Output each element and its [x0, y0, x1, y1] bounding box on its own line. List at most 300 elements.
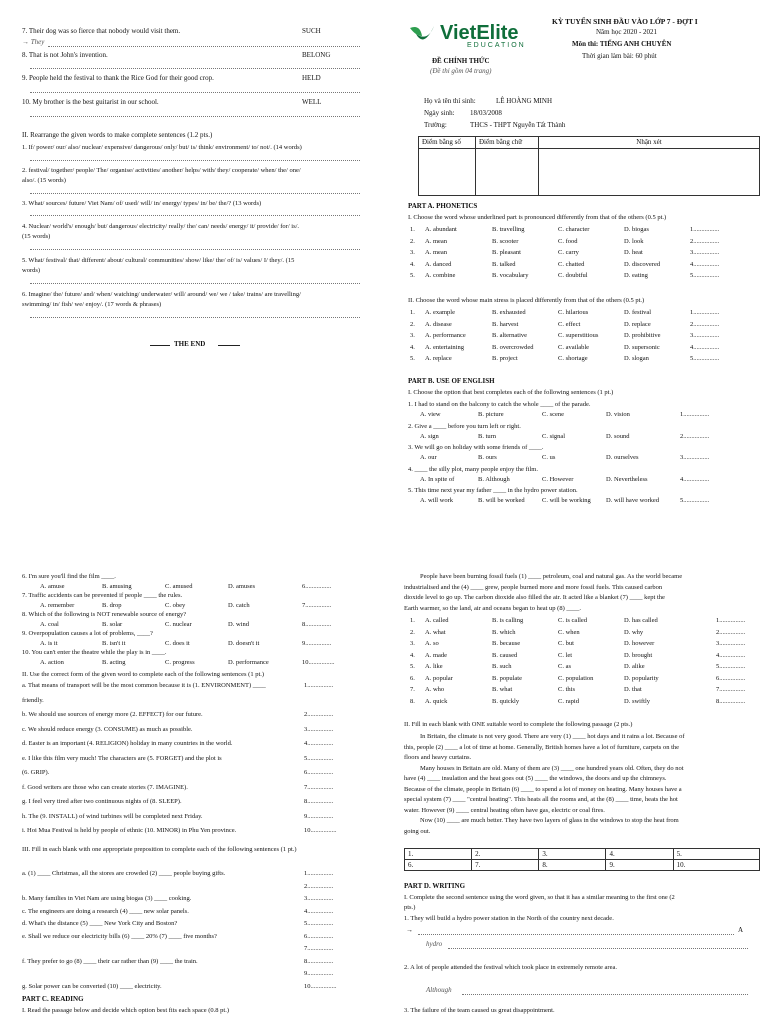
preposition-item-3: b. Many families in Viet Nam are using biogas (3) ____ cooking.	[22, 895, 192, 902]
cloze-row-5-col: D. alike	[624, 663, 645, 670]
fill-passage-line: In Britain, the climate is not very good. There are very (1) ____ hot days and it rains a lot. Because of	[420, 733, 685, 740]
official-label: ĐỀ CHÍNH THỨC	[432, 57, 490, 65]
exam-title: KỲ TUYỂN SINH ĐẦU VÀO LỚP 7 - ĐỢT I	[552, 17, 698, 26]
phonetics-1-row-2-col: B. scooter	[492, 237, 519, 245]
use-mcq-1-option: A. view	[420, 411, 441, 418]
use-mcq-4-option: A. In spite of	[420, 475, 455, 483]
cloze-row-5-answer: 5................	[716, 663, 746, 670]
remarks-cell[interactable]	[539, 149, 760, 196]
cloze-row-6-col: 6.	[410, 674, 415, 682]
writing-prompt-1: hydro	[426, 940, 443, 948]
exam-page-4	[0, 0, 384, 520]
phonetics-1-row-5-col: 5.	[410, 272, 415, 279]
phonetics-2-row-5-col: A. replace	[425, 355, 452, 362]
phonetics-1-row-3-col: A. mean	[425, 249, 448, 256]
use-mcq-1-option: B. picture	[478, 411, 504, 418]
phonetics-1-row-5-col: D. eating	[624, 272, 648, 279]
phonetics-1-row-2-col: D. look	[624, 237, 644, 245]
use-mcq-1: 6. I'm sure you'll find the film ____.	[22, 573, 116, 580]
preposition-item-10-answer: 10................	[304, 982, 337, 990]
use-i-title: I. Choose the option that best completes each of the following sentences (1 pt.)	[408, 389, 614, 396]
word-form-item-5-answer: 4................	[304, 740, 334, 747]
use-mcq-5-option: D. will have worked	[606, 497, 660, 504]
use-mcq-1-option: D. amuses	[228, 583, 256, 590]
cloze-row-7-col: D. that	[624, 686, 642, 693]
reading-passage-line: People have been burning fossil fuels (1) ____ petroleum, coal and natural gas. As the world became	[420, 573, 683, 580]
answer-line	[30, 193, 360, 194]
use-mcq-5: 10. You can't enter the theatre while the play is in ____.	[22, 649, 167, 656]
phonetics-1-row-1-col: B. travelling	[492, 226, 525, 233]
score-words-cell[interactable]	[476, 149, 539, 196]
cloze-row-6-col: B. populate	[492, 674, 522, 682]
cloze-row-2-col: C. when	[558, 628, 580, 636]
phonetics-1-row-4-col: B. talked	[492, 260, 516, 268]
phonetics-1-row-1-col: 1.	[410, 226, 415, 233]
school-year: Năm học 2020 - 2021	[596, 28, 658, 36]
fill-passage-line: special system (7) ____ "central heating". This heats all the rooms and, at the (8) ____ time, heats the hot	[404, 796, 678, 803]
use-mcq-4-option: B. isn't it	[102, 640, 126, 647]
rewrite-item-9: 9. People held the festival to thank the Rice God for their good crop.	[22, 74, 214, 82]
remarks-header: Nhận xét	[539, 137, 760, 149]
preposition-item-9-answer: 9................	[304, 970, 334, 977]
cloze-row-2-col: B. which	[492, 628, 516, 636]
use-mcq-3-option: A. coal	[40, 621, 59, 628]
use-mcq-3-option: D. wind	[228, 621, 249, 628]
given-word-10: WELL	[302, 98, 322, 106]
preposition-item-6: e. Shall we reduce our electricity bills (6) ____ 20% (7) ____ five months?	[22, 932, 217, 940]
word-form-item-1: a. That means of transport will be the most common because it is (1. ENVIRONMENT) ____	[22, 682, 266, 689]
preposition-item-4: c. The engineers are doing a research (4) ____ new solar panels.	[22, 907, 189, 915]
rewrite-prompt-7: → They	[22, 38, 45, 46]
use-mcq-3-answer: 3................	[680, 454, 710, 461]
answer-grid-cell[interactable]: 7.	[472, 860, 539, 871]
cloze-row-3-col: B. because	[492, 640, 521, 647]
preposition-title: III. Fill in each blank with one appropriate preposition to complete each of the following sentences (1 pt.)	[22, 846, 297, 853]
score-number-header: Điểm bằng số	[419, 137, 476, 149]
reading-passage-line: dioxide level to go up. The carbon dioxide also filled the air. It acted like a blanket (7) ____ kept the	[404, 594, 665, 601]
exam-time: Thời gian làm bài: 60 phút	[582, 52, 657, 60]
phonetics-2-row-5-col: C. shortage	[558, 355, 588, 362]
word-form-item-11-answer: 10................	[304, 827, 337, 834]
fill-passage-line: water. However (9) ____ central heating often have gas, electric or coal fires.	[404, 806, 605, 814]
phonetics-1-row-4-col: 4.	[410, 260, 415, 268]
use-mcq-3: 8. Which of the following is NOT renewable source of energy?	[22, 611, 187, 618]
use-mcq-5-option: C. will be working	[542, 497, 591, 504]
answer-line	[30, 215, 360, 216]
cloze-row-4-col: A. made	[425, 651, 448, 659]
dob-label: Ngày sinh:	[424, 109, 455, 117]
cloze-row-7-col: A. who	[425, 686, 445, 693]
preposition-item-2-answer: 2................	[304, 882, 334, 890]
phonetics-1-row-5-col: B. vocabulary	[492, 272, 529, 279]
phonetics-1-row-3-answer: 3................	[690, 249, 720, 256]
rearrange-item-1: 1. If/ power/ our/ also/ nuclear/ expensive/ dangerous/ only/ but/ is/ think/ environment/ to/ not/. (14 words)	[22, 144, 302, 151]
phonetics-2-row-5-col: B. project	[492, 355, 518, 362]
school-label: Trường:	[424, 121, 447, 129]
cloze-row-2-col: A. what	[425, 628, 446, 636]
phonetics-2-row-2-col: 2.	[410, 320, 415, 328]
cloze-row-4-col: B. caused	[492, 651, 518, 659]
answer-line	[30, 92, 360, 93]
fill-passage-line: floors and heavy curtains.	[404, 754, 472, 761]
phonetics-2-title: II. Choose the word whose main stress is placed differently from that of the others (0.5 pt.)	[408, 297, 645, 304]
word-form-item-3: b. We should use sources of energy more (2. EFFECT) for our future.	[22, 711, 203, 718]
phonetics-1-row-4-col: A. danced	[425, 260, 452, 268]
name-value: LÊ HOÀNG MINH	[496, 97, 552, 105]
word-form-item-4-answer: 3................	[304, 725, 334, 733]
use-mcq-5-answer: 5................	[680, 497, 710, 504]
use-mcq-5-option: B. will be worked	[478, 497, 525, 504]
logo-subtitle: EDUCATION	[467, 42, 526, 49]
use-mcq-3-option: A. our	[420, 454, 437, 461]
divider	[150, 345, 170, 346]
answer-grid-cell[interactable]: 10.	[673, 860, 759, 871]
part-a-title: PART A. PHONETICS	[408, 202, 478, 210]
preposition-item-10: g. Solar power can be converted (10) ____ electricity.	[22, 982, 162, 990]
use-mcq-3-option: C. nuclear	[165, 621, 192, 628]
phonetics-2-row-3-col: C. superstitious	[558, 332, 599, 339]
answer-line	[418, 934, 734, 935]
use-mcq-4-answer: 4................	[680, 475, 710, 483]
cloze-row-3-col: A. so	[425, 640, 439, 647]
score-words-header: Điểm bằng chữ	[476, 137, 539, 149]
subject: Môn thi: TIẾNG ANH CHUYÊN	[572, 40, 672, 48]
cloze-row-8-col: 8.	[410, 697, 415, 705]
cloze-row-2-col: 2.	[410, 628, 415, 636]
preposition-item-1-answer: 1................	[304, 870, 334, 877]
rearrange-item-6-cont: swimming/ in/ fish/ we/ enjoy/. (17 words & phrases)	[22, 301, 162, 308]
answer-grid-cell[interactable]: 3.	[539, 849, 606, 860]
reading-passage-line: Earth warmer, so the land, air and oceans began to heat up (8) ____.	[404, 604, 581, 612]
phonetics-1-row-1-col: A. abundant	[425, 226, 457, 233]
school-value: THCS - THPT Nguyễn Tất Thành	[470, 121, 566, 129]
part-c-title: PART C. READING	[22, 995, 84, 1003]
rearrange-item-5: 5. What/ festival/ that/ different/ about/ cultural/ communities/ show/ like/ the/ of/ is/ values/ I/ they/. (15	[22, 257, 295, 264]
cloze-row-3-col: 3.	[410, 640, 415, 647]
answer-line	[448, 948, 748, 949]
use-mcq-2-option: D. catch	[228, 602, 250, 609]
use-mcq-2-answer: 7................	[302, 602, 332, 609]
phonetics-2-row-4-col: B. overcrowded	[492, 343, 534, 351]
phonetics-2-row-5-col: 5.	[410, 355, 415, 362]
phonetics-2-row-1-col: B. exhausted	[492, 309, 526, 316]
cloze-row-2-col: D. why	[624, 628, 644, 636]
use-mcq-5-option: A. will work	[420, 497, 454, 504]
use-mcq-3-option: D. ourselves	[606, 454, 639, 461]
preposition-item-8-answer: 8................	[304, 957, 334, 965]
preposition-item-5-answer: 5................	[304, 920, 334, 927]
answer-grid-cell[interactable]: 9.	[606, 860, 673, 871]
cloze-row-1-col: C. is called	[558, 617, 588, 624]
cloze-row-3-col: C. but	[558, 640, 574, 647]
answer-grid	[404, 848, 760, 871]
fill-passage-line: Many houses in Britain are old. Many of them are (3) ____ one hundred years old. Often, they do not	[420, 764, 684, 772]
phonetics-1-row-4-col: C. chatted	[558, 260, 585, 268]
rearrange-item-4-cont: (15 words)	[22, 233, 51, 240]
cloze-row-1-col: A. called	[425, 617, 449, 624]
writing-1-title: I. Complete the second sentence using the word given, so that it has a similar meaning to the first one (2	[404, 894, 675, 901]
phonetics-2-row-2-col: D. replace	[624, 320, 651, 328]
phonetics-2-row-1-col: C. hilarious	[558, 309, 589, 316]
word-form-item-8-answer: 7................	[304, 783, 334, 791]
use-mcq-3-option: C. us	[542, 454, 556, 461]
given-word-7: SUCH	[302, 27, 321, 35]
use-mcq-4-option: C. However	[542, 475, 574, 483]
reading-1-title: I. Read the passage below and decide which option best fits each space (0.8 pt.)	[22, 1007, 230, 1014]
answer-grid-cell[interactable]: 1.	[405, 849, 472, 860]
use-mcq-1-option: A. amuse	[40, 583, 65, 590]
cloze-row-8-col: A. quick	[425, 697, 448, 705]
fill-blank-title: II. Fill in each blank with ONE suitable word to complete the following passage (2 pts.)	[404, 721, 633, 728]
answer-grid-cell[interactable]: 4.	[606, 849, 673, 860]
use-mcq-2-option: A. sign	[420, 432, 439, 440]
answer-grid-cell[interactable]: 5.	[673, 849, 759, 860]
use-mcq-1-answer: 6................	[302, 583, 332, 590]
preposition-item-6-answer: 6................	[304, 932, 334, 940]
word-form-item-1-answer: 1................	[304, 682, 334, 689]
cloze-row-2-answer: 2................	[716, 628, 746, 636]
name-label: Họ và tên thí sinh:	[424, 97, 476, 105]
use-mcq-4-option: A. is it	[40, 640, 58, 647]
phonetics-2-row-3-col: D. prohibitive	[624, 332, 661, 339]
part-d-title: PART D. WRITING	[404, 882, 466, 890]
word-form-item-9-answer: 8................	[304, 798, 334, 805]
use-mcq-4: 9. Overpopulation causes a lot of problems, ____?	[22, 630, 153, 637]
writing-item-2: 2. A lot of people attended the festival which took place in extremely remote area.	[404, 964, 617, 971]
phonetics-1-row-3-col: C. carry	[558, 249, 579, 256]
phonetics-2-row-1-col: D. festival	[624, 309, 652, 316]
cloze-row-4-answer: 4................	[716, 651, 746, 659]
phonetics-2-row-4-col: D. supersonic	[624, 343, 660, 351]
cloze-row-8-answer: 8................	[716, 697, 746, 705]
preposition-item-1: a. (1) ____ Christmas, all the stores are crowded (2) ____ people buying gifts.	[22, 870, 226, 877]
use-mcq-1-option: B. amusing	[102, 583, 132, 590]
answer-line	[30, 317, 360, 318]
word-form-title: II. Use the correct form of the given word to complete each of the following sentences (1 pt.)	[22, 671, 265, 678]
writing-item-1: 1. They will build a hydro power station in the North of the country next decade.	[404, 915, 614, 922]
cloze-row-6-col: C. population	[558, 674, 594, 682]
phonetics-1-row-4-answer: 4................	[690, 260, 720, 268]
answer-grid-cell[interactable]: 8.	[539, 860, 606, 871]
use-mcq-1-answer: 1................	[680, 411, 710, 418]
use-mcq-4-option: D. doesn't it	[228, 640, 260, 647]
phonetics-1-row-3-col: D. heat	[624, 249, 643, 256]
use-mcq-2-option: C. signal	[542, 432, 566, 440]
preposition-item-5: d. What's the distance (5) ____ New York City and Boston?	[22, 920, 178, 927]
given-word-9: HELD	[302, 74, 321, 82]
reading-passage-line: industrialised and the (4) ____ grew, people burned more and more fossil fuels. This caused carbon	[404, 583, 663, 591]
phonetics-2-row-1-answer: 1................	[690, 309, 720, 316]
rearrange-item-6: 6. Imagine/ the/ future/ and/ when/ watching/ underwater/ will/ around/ we/ we / take/ trains/ are travelling/	[22, 291, 301, 298]
fill-passage-line: this, people (2) ____ a lot of time at home. Generally, British homes have a lot of furniture, carpets on the	[404, 743, 680, 751]
word-form-item-10: h. The (9. INSTALL) of wind turbines will be completed next Friday.	[22, 812, 203, 820]
answer-line	[48, 46, 360, 47]
answer-line	[30, 68, 360, 69]
score-table	[418, 136, 760, 196]
word-form-item-7-answer: 6................	[304, 769, 334, 776]
phonetics-2-row-1-col: 1.	[410, 309, 415, 316]
cloze-row-1-answer: 1................	[716, 617, 746, 624]
phonetics-2-row-5-answer: 5................	[690, 355, 720, 362]
phonetics-2-row-4-col: A. entertaining	[425, 343, 464, 351]
word-form-item-10-answer: 9................	[304, 812, 334, 820]
cloze-row-7-col: 7.	[410, 686, 415, 693]
fill-passage-line: Because of the climate, people in Britain (6) ____ to spend a lot of money on heating. Many houses have a	[404, 785, 682, 793]
cloze-row-8-col: B. quickly	[492, 697, 520, 705]
cloze-row-4-col: D. brought	[624, 651, 653, 659]
phonetics-2-row-2-col: B. harvest	[492, 320, 519, 328]
answer-line	[30, 116, 360, 117]
use-mcq-5-answer: 10................	[302, 659, 335, 666]
phonetics-2-row-2-col: A. disease	[425, 320, 452, 328]
writing-1-title-cont: pts.)	[404, 904, 416, 911]
vietelite-logo-icon	[406, 22, 438, 50]
use-mcq-3: 3. We will go on holiday with some friends of ____.	[408, 444, 544, 451]
rewrite-item-8: 8. That is not John's invention.	[22, 51, 108, 59]
use-mcq-4: 4. ____ the silly plot, many people enjoy the film.	[408, 465, 538, 473]
use-mcq-4-option: C. does it	[165, 640, 190, 647]
word-form-item-6-answer: 5................	[304, 754, 334, 762]
cloze-row-5-col: 5.	[410, 663, 415, 670]
divider	[218, 345, 240, 346]
score-number-cell[interactable]	[419, 149, 476, 196]
use-mcq-2-option: C. obey	[165, 602, 186, 609]
preposition-item-4-answer: 4................	[304, 907, 334, 915]
fill-passage-line: Now (10) ____ are much better. They have two layers of glass in the windows to stop the heat from	[420, 817, 679, 824]
section-title: II. Rearrange the given words to make complete sentences (1.2 pts.)	[22, 131, 213, 139]
arrow-icon: →	[406, 926, 413, 934]
word-form-item-8: f. Good writers are those who can create stories (7. IMAGINE).	[22, 783, 188, 791]
use-mcq-1-option: C. scene	[542, 411, 565, 418]
answer-grid-cell[interactable]: 2.	[472, 849, 539, 860]
use-mcq-2-option: B. drop	[102, 602, 122, 609]
phonetics-1-row-5-col: A. combine	[425, 272, 456, 279]
cloze-row-4-col: C. let	[558, 651, 573, 659]
use-mcq-5-option: C. progress	[165, 659, 195, 666]
cloze-row-5-col: A. like	[425, 663, 443, 670]
writing-item-3: 3. The failure of the team caused us great disappointment.	[404, 1007, 555, 1014]
word-form-item-7: (6. GRIP).	[22, 769, 50, 776]
word-form-item-6: e. I like this film very much! The characters are (5. FORGET) and the plot is	[22, 754, 222, 762]
dob-value: 18/03/2008	[470, 109, 502, 117]
rewrite-item-10: 10. My brother is the best guitarist in our school.	[22, 98, 159, 106]
word-form-item-3-answer: 2................	[304, 711, 334, 718]
cloze-row-5-col: B. such	[492, 663, 512, 670]
use-mcq-4-option: B. Although	[478, 475, 510, 483]
word-form-item-2: friendly.	[22, 696, 44, 704]
cloze-row-3-answer: 3................	[716, 640, 746, 647]
use-mcq-3-option: B. ours	[478, 454, 497, 461]
use-mcq-2-option: B. turn	[478, 432, 497, 440]
use-mcq-5-option: A. action	[40, 659, 64, 666]
phonetics-2-row-4-col: 4.	[410, 343, 415, 351]
word-form-item-9: g. I feel very tired after two continuous nights of (8. SLEEP).	[22, 798, 182, 805]
phonetics-2-row-1-col: A. example	[425, 309, 455, 316]
phonetics-2-row-2-col: C. effect	[558, 320, 581, 328]
phonetics-2-row-3-col: 3.	[410, 332, 415, 339]
answer-line	[30, 249, 360, 250]
use-mcq-2: 7. Traffic accidents can be prevented if people ____ the rules.	[22, 592, 183, 599]
answer-grid-cell[interactable]: 6.	[405, 860, 472, 871]
use-mcq-1-option: C. amused	[165, 583, 193, 590]
preposition-item-7-answer: 7................	[304, 945, 334, 952]
use-mcq-3-answer: 8................	[302, 621, 332, 628]
logo-brand-text: VietElite	[440, 22, 519, 44]
cloze-row-4-col: 4.	[410, 651, 415, 659]
use-mcq-4-answer: 9................	[302, 640, 332, 647]
word-form-item-5: d. Easter is an important (4. RELIGION) holiday in many countries in the world.	[22, 740, 233, 747]
phonetics-2-row-4-col: C. available	[558, 343, 590, 351]
rewrite-item-7: 7. Their dog was so fierce that nobody would visit them.	[22, 27, 181, 35]
fill-passage-line: have (4) ____ insulation and the heat goes out (5) ____ the windows, the doors and up the chimneys.	[404, 775, 667, 782]
pages-note: (Đề thi gồm 04 trang)	[430, 67, 492, 75]
word-form-item-4: c. We should reduce energy (3. CONSUME) as much as possible.	[22, 725, 193, 733]
rearrange-item-2-cont: also/. (15 words)	[22, 177, 66, 184]
cloze-row-6-answer: 6................	[716, 674, 746, 682]
phonetics-2-row-3-col: B. alternative	[492, 332, 528, 339]
phonetics-1-title: I. Choose the word whose underlined part is pronounced differently from that of the others (0.5 pt.)	[408, 214, 667, 221]
phonetics-1-row-4-col: D. discovered	[624, 260, 661, 268]
use-mcq-1-option: D. vision	[606, 411, 630, 418]
rearrange-item-4: 4. Nuclear/ world's/ enough/ but/ dangerous/ electricity/ really/ the/ can/ needs/ energy/ it/ provide/ for/ is/.	[22, 223, 300, 230]
preposition-item-3-answer: 3................	[304, 895, 334, 902]
phonetics-1-row-3-col: 3.	[410, 249, 415, 256]
the-end-label: THE END	[174, 340, 206, 348]
use-mcq-5-option: D. performance	[228, 659, 269, 666]
use-mcq-2: 2. Give a ____ before you turn left or right.	[408, 422, 521, 430]
cloze-row-6-col: D. popularity	[624, 674, 659, 682]
use-mcq-5-option: B. acting	[102, 659, 126, 666]
answer-line	[462, 994, 748, 995]
cloze-row-7-col: B. what	[492, 686, 513, 693]
use-mcq-2-option: A. remember	[40, 602, 75, 609]
phonetics-1-row-2-answer: 2................	[690, 237, 720, 245]
phonetics-1-row-2-col: C. food	[558, 237, 578, 245]
use-mcq-2-answer: 2................	[680, 432, 710, 440]
cloze-row-6-col: A. popular	[425, 674, 453, 682]
writing-prompt-2: Although	[426, 986, 452, 994]
word-form-item-11: i. Hoi Mua Festival is held by people of ethnic (10. MINOR) in Phu Yen province.	[22, 827, 237, 834]
answer-line	[30, 283, 360, 284]
rearrange-item-2: 2. festival/ together/ people/ The/ organise/ activities/ another/ helps/ with/ they/ cooperate/ when/ the/ one/	[22, 167, 301, 174]
phonetics-1-row-2-col: A. mean	[425, 237, 448, 245]
cloze-row-1-col: B. is calling	[492, 617, 524, 624]
given-word-1: A	[738, 926, 744, 934]
phonetics-2-row-2-answer: 2................	[690, 320, 720, 328]
use-mcq-5: 5. This time next year my father ____ in the hydro power station.	[408, 487, 578, 494]
phonetics-1-row-1-col: C. character	[558, 226, 590, 233]
phonetics-1-row-5-answer: 5................	[690, 272, 720, 279]
rearrange-item-5-cont: words)	[22, 267, 41, 274]
phonetics-1-row-1-col: D. biogas	[624, 226, 649, 233]
phonetics-2-row-5-col: D. slogan	[624, 355, 649, 362]
phonetics-2-row-4-answer: 4................	[690, 343, 720, 351]
phonetics-1-row-1-answer: 1................	[690, 226, 720, 233]
answer-line	[30, 160, 360, 161]
phonetics-1-row-3-col: B. pleasant	[492, 249, 521, 256]
preposition-item-8: f. They prefer to go (8) ____ their car rather than (9) ____ the train.	[22, 957, 198, 965]
use-mcq-2-option: D. sound	[606, 432, 630, 440]
cloze-row-7-answer: 7................	[716, 686, 746, 693]
cloze-row-3-col: D. however	[624, 640, 655, 647]
phonetics-1-row-2-col: 2.	[410, 237, 415, 245]
cloze-row-8-col: D. swiftly	[624, 697, 650, 705]
cloze-row-5-col: C. as	[558, 663, 571, 670]
given-word-8: BELONG	[302, 51, 331, 59]
use-mcq-4-option: D. Nevertheless	[606, 475, 648, 483]
cloze-row-8-col: C. rapid	[558, 697, 579, 705]
part-b-title: PART B. USE OF ENGLISH	[408, 377, 495, 385]
